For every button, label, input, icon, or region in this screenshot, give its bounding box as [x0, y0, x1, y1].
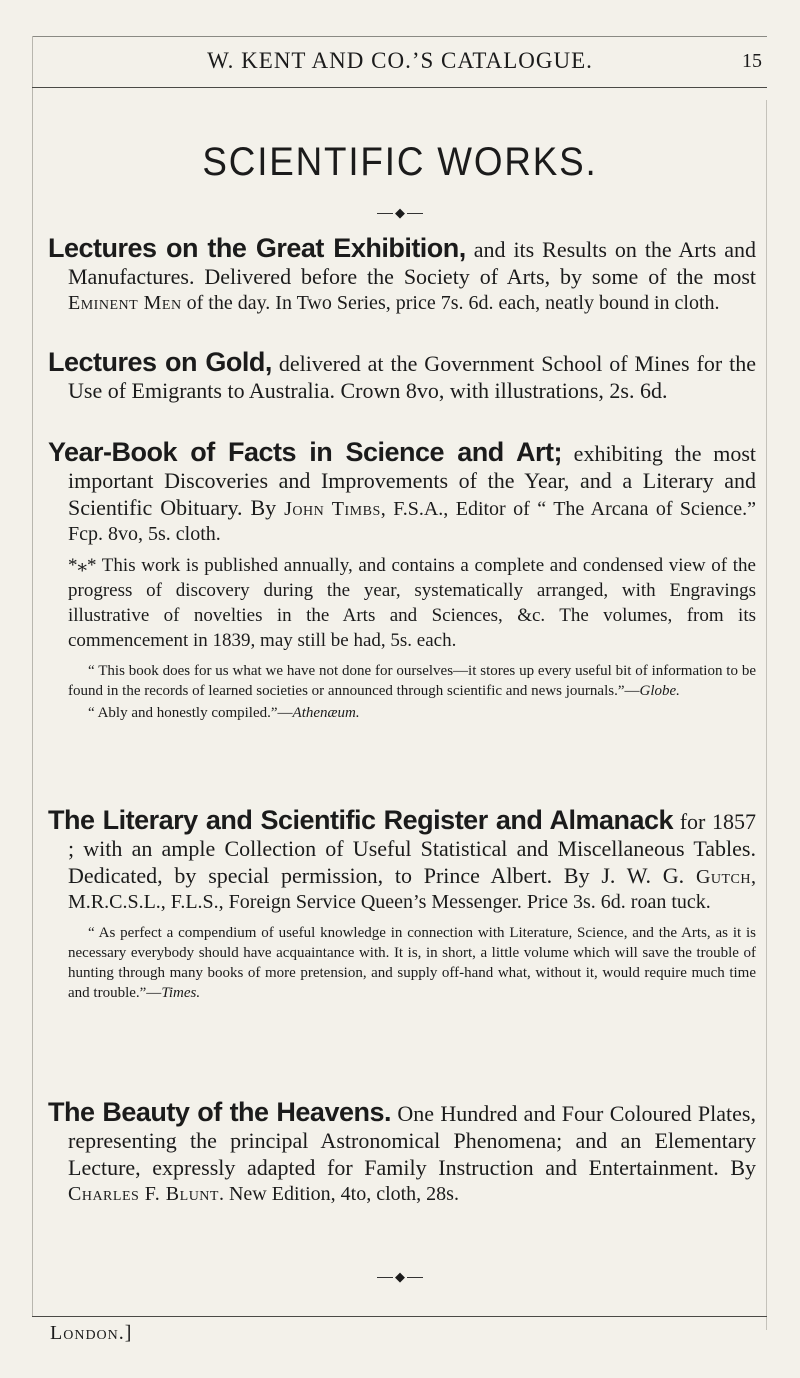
entry-text: Lectures on the Great Exhibition, and its Results on the Arts and Manufactures. Delivered before the Society of Arts, by some of the most Eminent Men of the day. In Two Series, price 7s. 6d. each, neatly bound in cloth.	[48, 233, 756, 314]
entry-text: The Beauty of the Heavens. One Hundred and Four Coloured Plates, representing the principal Astronomical Phenomena; and an Elementary Lecture, expressly adapted for Family Instruction and Entertainment. By Charles F. Blunt. New Edition, 4to, cloth, 28s.	[48, 1097, 756, 1205]
entry-heading: The Beauty of the Heavens.	[48, 1097, 391, 1127]
entry-lectures-on-gold	[48, 347, 756, 405]
bottom-rule	[32, 1316, 767, 1317]
entry-literary-scientific-register	[48, 805, 756, 1003]
left-page-edge	[32, 36, 33, 1316]
page-number: 15	[742, 50, 762, 72]
entry-beauty-of-the-heavens	[48, 1097, 756, 1207]
review-quote: “ Ably and honestly compiled.”—Athenæum.	[88, 705, 360, 721]
review-quote: “ As perfect a compendium of useful knowledge in connection with Literature, Science, and the Arts, as it is necessary everybody should have acquaintance with. It is, in short, a little volume which will save the trouble of hunting through many books of more pretension, and supply off-hand what, without it, would require much time and trouble.”—Times.	[68, 925, 756, 1001]
editorial-note: *⁎* This work is published annually, and contains a complete and condensed view of the progress of discovery during the year, systematically arranged, with Engravings illustrative of novelties in the Arts and Sciences, &c. The volumes, from its commencement in 1839, may still be had, 5s. each.	[68, 555, 756, 651]
entry-text: Year-Book of Facts in Science and Art; exhibiting the most important Discoveries and Improvements of the Year, and a Literary and Scientific Obituary. By John Timbs, F.S.A., Editor of “ The Arcana of Science.” Fcp. 8vo, 5s. cloth.	[48, 437, 756, 545]
review-quote: “ This book does for us what we have not done for ourselves—it stores up every useful bit of information to be found in the records of learned societies or announced through scientific and news journals.”—Globe.	[68, 663, 756, 699]
footer-ornament	[0, 1268, 800, 1285]
author-name: Gutch	[695, 866, 751, 888]
diamond-ornament-icon: ◆	[395, 1269, 405, 1285]
top-rule	[32, 36, 767, 37]
quote-source: Athenæum.	[292, 705, 360, 721]
entry-year-book-of-facts	[48, 437, 756, 723]
running-header: W. KENT AND CO.’S CATALOGUE.	[207, 48, 593, 73]
entry-heading: Lectures on Gold,	[48, 347, 272, 377]
author-name: John Timbs	[284, 498, 381, 520]
diamond-ornament-icon: ◆	[395, 205, 405, 221]
entry-heading: Year-Book of Facts in Science and Art;	[48, 437, 562, 467]
section-title: SCIENTIFIC WORKS.	[202, 140, 598, 184]
entry-text: Lectures on Gold, delivered at the Government School of Mines for the Use of Emigrants to Australia. Crown 8vo, with illustrations, 2s. 6d.	[48, 347, 756, 403]
right-page-edge	[766, 100, 767, 1330]
entry-great-exhibition	[48, 233, 756, 316]
quote-source: Times.	[161, 985, 201, 1001]
author-name: Charles F. Blunt	[68, 1183, 219, 1205]
imprint-signature: London.]	[50, 1322, 133, 1344]
entry-text: The Literary and Scientific Register and Almanack for 1857 ; with an ample Collection of Useful Statistical and Miscellaneous Tables. Dedicated, by special permission, to Prince Albert. By J. W. G. Gutch, M.R.C.S.L., F.L.S., Foreign Service Queen’s Messenger. Price 3s. 6d. roan tuck.	[48, 805, 756, 913]
entry-heading: The Literary and Scientific Register and Almanack	[48, 805, 674, 835]
entry-heading: Lectures on the Great Exhibition,	[48, 233, 466, 263]
author-name: Eminent Men	[68, 292, 182, 314]
quote-source: Globe.	[639, 683, 680, 699]
header-rule	[32, 87, 767, 88]
section-ornament	[0, 204, 800, 221]
